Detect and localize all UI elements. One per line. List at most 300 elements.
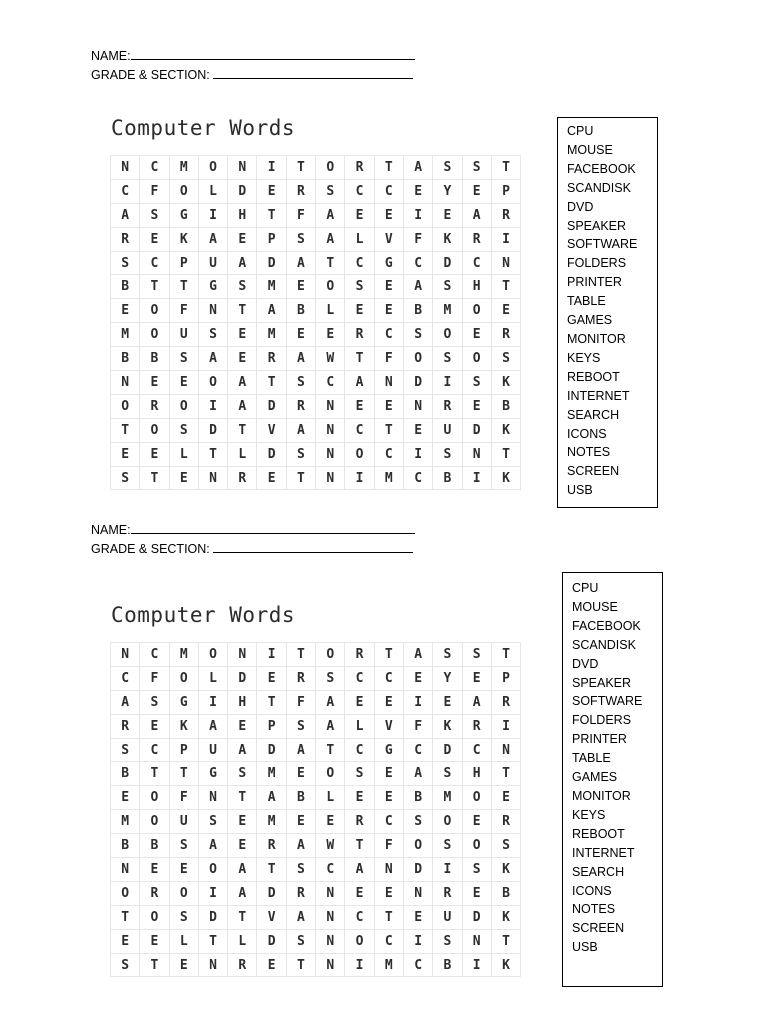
- grid-cell[interactable]: O: [462, 299, 491, 323]
- grid-cell[interactable]: T: [228, 786, 257, 810]
- grid-cell[interactable]: O: [403, 834, 432, 858]
- grid-cell[interactable]: H: [228, 203, 257, 227]
- grid-cell[interactable]: S: [140, 690, 169, 714]
- grid-cell[interactable]: D: [257, 394, 286, 418]
- grid-cell[interactable]: O: [198, 371, 227, 395]
- grid-cell[interactable]: A: [316, 690, 345, 714]
- grid-cell[interactable]: U: [433, 905, 462, 929]
- grid-cell[interactable]: R: [286, 179, 315, 203]
- grid-cell[interactable]: S: [169, 905, 198, 929]
- grid-cell[interactable]: E: [140, 929, 169, 953]
- grid-cell[interactable]: O: [433, 810, 462, 834]
- grid-cell[interactable]: S: [228, 275, 257, 299]
- grid-cell[interactable]: A: [228, 371, 257, 395]
- grid-cell[interactable]: E: [462, 810, 491, 834]
- grid-cell[interactable]: U: [169, 810, 198, 834]
- grid-cell[interactable]: S: [286, 227, 315, 251]
- grid-cell[interactable]: P: [257, 714, 286, 738]
- grid-cell[interactable]: I: [462, 466, 491, 490]
- grid-cell[interactable]: I: [198, 203, 227, 227]
- grid-cell[interactable]: E: [374, 299, 403, 323]
- grid-cell[interactable]: N: [316, 881, 345, 905]
- grid-cell[interactable]: N: [374, 858, 403, 882]
- grid-cell[interactable]: S: [403, 323, 432, 347]
- grid-cell[interactable]: M: [257, 323, 286, 347]
- grid-cell[interactable]: T: [228, 418, 257, 442]
- grid-cell[interactable]: E: [403, 666, 432, 690]
- grid-cell[interactable]: M: [374, 953, 403, 977]
- grid-cell[interactable]: A: [316, 227, 345, 251]
- grid-cell[interactable]: E: [462, 323, 491, 347]
- grid-cell[interactable]: O: [169, 394, 198, 418]
- grid-cell[interactable]: A: [228, 881, 257, 905]
- grid-cell[interactable]: L: [169, 929, 198, 953]
- grid-cell[interactable]: S: [433, 643, 462, 667]
- grid-cell[interactable]: L: [345, 227, 374, 251]
- grid-cell[interactable]: D: [462, 418, 491, 442]
- grid-cell[interactable]: S: [462, 643, 491, 667]
- grid-cell[interactable]: O: [140, 323, 169, 347]
- grid-cell[interactable]: A: [111, 203, 140, 227]
- grid-cell[interactable]: E: [286, 275, 315, 299]
- grid-cell[interactable]: E: [140, 227, 169, 251]
- grid-cell[interactable]: R: [140, 881, 169, 905]
- grid-cell[interactable]: L: [198, 666, 227, 690]
- grid-cell[interactable]: O: [140, 810, 169, 834]
- grid-cell[interactable]: A: [462, 690, 491, 714]
- name-blank[interactable]: [131, 522, 415, 534]
- grid-cell[interactable]: C: [140, 738, 169, 762]
- grid-cell[interactable]: E: [140, 442, 169, 466]
- grid-cell[interactable]: C: [316, 371, 345, 395]
- grid-cell[interactable]: M: [169, 643, 198, 667]
- grid-cell[interactable]: S: [286, 371, 315, 395]
- grid-cell[interactable]: R: [491, 203, 520, 227]
- grid-cell[interactable]: B: [140, 834, 169, 858]
- grid-cell[interactable]: E: [345, 299, 374, 323]
- grid-cell[interactable]: F: [286, 690, 315, 714]
- grid-cell[interactable]: O: [403, 347, 432, 371]
- grid-cell[interactable]: O: [169, 179, 198, 203]
- grid-cell[interactable]: R: [140, 394, 169, 418]
- grid-cell[interactable]: L: [228, 442, 257, 466]
- grid-cell[interactable]: C: [374, 323, 403, 347]
- grid-cell[interactable]: T: [111, 418, 140, 442]
- grid-cell[interactable]: S: [316, 179, 345, 203]
- grid-cell[interactable]: E: [403, 905, 432, 929]
- grid-cell[interactable]: O: [345, 929, 374, 953]
- grid-cell[interactable]: D: [257, 929, 286, 953]
- grid-cell[interactable]: D: [433, 251, 462, 275]
- grid-cell[interactable]: D: [257, 881, 286, 905]
- grid-cell[interactable]: N: [316, 929, 345, 953]
- grid-cell[interactable]: C: [374, 179, 403, 203]
- grid-cell[interactable]: O: [462, 834, 491, 858]
- grid-cell[interactable]: E: [257, 466, 286, 490]
- grid-cell[interactable]: A: [345, 858, 374, 882]
- grid-cell[interactable]: S: [286, 929, 315, 953]
- grid-cell[interactable]: S: [403, 810, 432, 834]
- grid-cell[interactable]: T: [491, 156, 520, 180]
- grid-cell[interactable]: O: [316, 156, 345, 180]
- grid-cell[interactable]: C: [345, 738, 374, 762]
- grid-cell[interactable]: B: [286, 786, 315, 810]
- grid-cell[interactable]: L: [198, 179, 227, 203]
- grid-cell[interactable]: R: [491, 690, 520, 714]
- grid-cell[interactable]: E: [345, 690, 374, 714]
- grid-cell[interactable]: E: [374, 203, 403, 227]
- grid-cell[interactable]: T: [198, 442, 227, 466]
- grid-cell[interactable]: O: [316, 275, 345, 299]
- grid-cell[interactable]: T: [228, 905, 257, 929]
- grid-cell[interactable]: R: [345, 323, 374, 347]
- grid-cell[interactable]: T: [345, 347, 374, 371]
- grid-cell[interactable]: E: [462, 881, 491, 905]
- grid-cell[interactable]: T: [345, 834, 374, 858]
- grid-cell[interactable]: O: [316, 762, 345, 786]
- grid-cell[interactable]: P: [169, 251, 198, 275]
- grid-cell[interactable]: M: [257, 810, 286, 834]
- grid-cell[interactable]: A: [286, 418, 315, 442]
- grid-cell[interactable]: E: [169, 953, 198, 977]
- grid-cell[interactable]: O: [169, 881, 198, 905]
- grid-cell[interactable]: R: [345, 810, 374, 834]
- grid-cell[interactable]: A: [403, 275, 432, 299]
- grid-cell[interactable]: A: [228, 394, 257, 418]
- grid-cell[interactable]: F: [140, 179, 169, 203]
- grid-cell[interactable]: C: [316, 858, 345, 882]
- grid-cell[interactable]: R: [462, 714, 491, 738]
- grid-cell[interactable]: N: [491, 251, 520, 275]
- grid-cell[interactable]: T: [228, 299, 257, 323]
- grid-cell[interactable]: E: [374, 275, 403, 299]
- grid-cell[interactable]: I: [491, 714, 520, 738]
- grid-cell[interactable]: K: [433, 227, 462, 251]
- grid-cell[interactable]: O: [140, 786, 169, 810]
- grid-cell[interactable]: S: [345, 275, 374, 299]
- grid-cell[interactable]: A: [286, 347, 315, 371]
- grid-cell[interactable]: C: [403, 738, 432, 762]
- grid-cell[interactable]: S: [316, 666, 345, 690]
- grid-cell[interactable]: S: [198, 323, 227, 347]
- grid-cell[interactable]: T: [491, 442, 520, 466]
- grid-cell[interactable]: R: [491, 810, 520, 834]
- grid-cell[interactable]: T: [169, 762, 198, 786]
- grid-cell[interactable]: E: [433, 203, 462, 227]
- grid-cell[interactable]: T: [257, 371, 286, 395]
- grid-cell[interactable]: F: [286, 203, 315, 227]
- grid-cell[interactable]: K: [491, 466, 520, 490]
- grid-cell[interactable]: O: [198, 858, 227, 882]
- grid-cell[interactable]: C: [462, 738, 491, 762]
- grid-cell[interactable]: O: [462, 786, 491, 810]
- grid-cell[interactable]: G: [374, 251, 403, 275]
- grid-cell[interactable]: T: [491, 643, 520, 667]
- grid-cell[interactable]: R: [286, 881, 315, 905]
- grid-cell[interactable]: K: [169, 714, 198, 738]
- grid-cell[interactable]: C: [403, 466, 432, 490]
- grid-cell[interactable]: A: [403, 762, 432, 786]
- grid-cell[interactable]: M: [257, 762, 286, 786]
- grid-cell[interactable]: A: [286, 834, 315, 858]
- grid-cell[interactable]: T: [286, 156, 315, 180]
- grid-cell[interactable]: B: [111, 762, 140, 786]
- grid-cell[interactable]: E: [228, 810, 257, 834]
- grid-cell[interactable]: V: [374, 714, 403, 738]
- grid-cell[interactable]: N: [198, 466, 227, 490]
- grid-cell[interactable]: A: [228, 251, 257, 275]
- grid-cell[interactable]: E: [491, 299, 520, 323]
- grid-cell[interactable]: Y: [433, 179, 462, 203]
- grid-cell[interactable]: A: [257, 299, 286, 323]
- grid-cell[interactable]: E: [345, 394, 374, 418]
- grid-cell[interactable]: E: [374, 762, 403, 786]
- grid-cell[interactable]: E: [257, 953, 286, 977]
- grid-cell[interactable]: N: [462, 442, 491, 466]
- grid-cell[interactable]: B: [491, 394, 520, 418]
- grid-cell[interactable]: S: [433, 275, 462, 299]
- grid-cell[interactable]: K: [169, 227, 198, 251]
- grid-cell[interactable]: E: [140, 714, 169, 738]
- grid-cell[interactable]: Y: [433, 666, 462, 690]
- grid-cell[interactable]: E: [111, 299, 140, 323]
- grid-cell[interactable]: F: [403, 714, 432, 738]
- grid-cell[interactable]: E: [286, 810, 315, 834]
- grid-cell[interactable]: I: [403, 442, 432, 466]
- grid-cell[interactable]: R: [111, 227, 140, 251]
- grid-cell[interactable]: A: [198, 714, 227, 738]
- grid-cell[interactable]: O: [140, 418, 169, 442]
- grid-cell[interactable]: B: [403, 786, 432, 810]
- grid-cell[interactable]: E: [374, 786, 403, 810]
- grid-cell[interactable]: L: [169, 442, 198, 466]
- grid-cell[interactable]: U: [433, 418, 462, 442]
- grid-cell[interactable]: M: [374, 466, 403, 490]
- grid-cell[interactable]: U: [198, 251, 227, 275]
- grid-cell[interactable]: M: [433, 786, 462, 810]
- grid-cell[interactable]: E: [111, 442, 140, 466]
- grid-cell[interactable]: E: [169, 466, 198, 490]
- grid-cell[interactable]: E: [169, 371, 198, 395]
- grid-cell[interactable]: R: [345, 156, 374, 180]
- grid-cell[interactable]: T: [491, 929, 520, 953]
- grid-cell[interactable]: S: [111, 466, 140, 490]
- grid-cell[interactable]: R: [462, 227, 491, 251]
- grid-cell[interactable]: T: [111, 905, 140, 929]
- grid-cell[interactable]: L: [345, 714, 374, 738]
- grid-cell[interactable]: A: [198, 227, 227, 251]
- grid-cell[interactable]: A: [286, 251, 315, 275]
- grid-cell[interactable]: C: [111, 666, 140, 690]
- grid-cell[interactable]: T: [140, 275, 169, 299]
- grid-cell[interactable]: B: [140, 347, 169, 371]
- grid-cell[interactable]: E: [433, 690, 462, 714]
- grid-cell[interactable]: A: [403, 643, 432, 667]
- grid-cell[interactable]: T: [198, 929, 227, 953]
- grid-cell[interactable]: R: [257, 347, 286, 371]
- grid-cell[interactable]: O: [169, 666, 198, 690]
- grid-cell[interactable]: O: [198, 643, 227, 667]
- grid-cell[interactable]: F: [403, 227, 432, 251]
- grid-cell[interactable]: N: [316, 442, 345, 466]
- grid-cell[interactable]: N: [111, 156, 140, 180]
- grid-cell[interactable]: T: [257, 203, 286, 227]
- grid-cell[interactable]: E: [316, 810, 345, 834]
- grid-cell[interactable]: M: [111, 810, 140, 834]
- grid-cell[interactable]: N: [491, 738, 520, 762]
- grid-cell[interactable]: O: [140, 299, 169, 323]
- grid-cell[interactable]: P: [491, 179, 520, 203]
- grid-cell[interactable]: S: [433, 762, 462, 786]
- grid-cell[interactable]: D: [257, 251, 286, 275]
- grid-cell[interactable]: O: [316, 643, 345, 667]
- grid-cell[interactable]: T: [140, 953, 169, 977]
- grid-cell[interactable]: I: [403, 690, 432, 714]
- grid-cell[interactable]: E: [228, 714, 257, 738]
- grid-cell[interactable]: E: [345, 786, 374, 810]
- grid-cell[interactable]: O: [345, 442, 374, 466]
- grid-cell[interactable]: E: [462, 179, 491, 203]
- grid-cell[interactable]: C: [140, 156, 169, 180]
- grid-cell[interactable]: S: [462, 858, 491, 882]
- grade-section-blank[interactable]: [213, 541, 413, 553]
- grid-cell[interactable]: F: [374, 347, 403, 371]
- grid-cell[interactable]: D: [228, 666, 257, 690]
- grid-cell[interactable]: S: [433, 156, 462, 180]
- grid-cell[interactable]: S: [433, 347, 462, 371]
- grid-cell[interactable]: S: [169, 834, 198, 858]
- grid-cell[interactable]: R: [345, 643, 374, 667]
- grid-cell[interactable]: K: [491, 418, 520, 442]
- grid-cell[interactable]: E: [286, 323, 315, 347]
- grid-cell[interactable]: B: [433, 953, 462, 977]
- grid-cell[interactable]: E: [228, 347, 257, 371]
- grid-cell[interactable]: S: [111, 251, 140, 275]
- grid-cell[interactable]: L: [316, 299, 345, 323]
- grid-cell[interactable]: D: [462, 905, 491, 929]
- grid-cell[interactable]: T: [374, 418, 403, 442]
- grid-cell[interactable]: I: [403, 203, 432, 227]
- grid-cell[interactable]: E: [228, 227, 257, 251]
- grid-cell[interactable]: N: [316, 466, 345, 490]
- grid-cell[interactable]: N: [403, 881, 432, 905]
- grid-cell[interactable]: D: [403, 371, 432, 395]
- grid-cell[interactable]: E: [374, 881, 403, 905]
- grid-cell[interactable]: A: [316, 203, 345, 227]
- grid-cell[interactable]: S: [228, 762, 257, 786]
- grid-cell[interactable]: M: [257, 275, 286, 299]
- grid-cell[interactable]: S: [111, 953, 140, 977]
- grid-cell[interactable]: E: [316, 323, 345, 347]
- grid-cell[interactable]: S: [433, 834, 462, 858]
- grid-cell[interactable]: I: [433, 858, 462, 882]
- grid-cell[interactable]: C: [374, 666, 403, 690]
- grid-cell[interactable]: W: [316, 347, 345, 371]
- grid-cell[interactable]: I: [345, 953, 374, 977]
- grid-cell[interactable]: C: [374, 929, 403, 953]
- grid-cell[interactable]: E: [257, 666, 286, 690]
- grid-cell[interactable]: T: [169, 275, 198, 299]
- grid-cell[interactable]: T: [286, 953, 315, 977]
- grid-cell[interactable]: R: [111, 714, 140, 738]
- grid-cell[interactable]: G: [374, 738, 403, 762]
- grid-cell[interactable]: T: [491, 762, 520, 786]
- grid-cell[interactable]: E: [374, 690, 403, 714]
- grid-cell[interactable]: I: [462, 953, 491, 977]
- grid-cell[interactable]: D: [228, 179, 257, 203]
- grid-cell[interactable]: C: [111, 179, 140, 203]
- grid-cell[interactable]: N: [198, 786, 227, 810]
- grid-cell[interactable]: F: [140, 666, 169, 690]
- grid-cell[interactable]: E: [169, 858, 198, 882]
- grid-cell[interactable]: T: [286, 466, 315, 490]
- grid-cell[interactable]: E: [286, 762, 315, 786]
- grid-cell[interactable]: T: [316, 738, 345, 762]
- grid-cell[interactable]: G: [198, 762, 227, 786]
- grid-cell[interactable]: B: [403, 299, 432, 323]
- grid-cell[interactable]: F: [169, 786, 198, 810]
- grid-cell[interactable]: E: [374, 394, 403, 418]
- grid-cell[interactable]: N: [228, 156, 257, 180]
- grid-cell[interactable]: M: [169, 156, 198, 180]
- grid-cell[interactable]: B: [491, 881, 520, 905]
- grid-cell[interactable]: E: [403, 418, 432, 442]
- grid-cell[interactable]: D: [257, 442, 286, 466]
- grid-cell[interactable]: S: [169, 418, 198, 442]
- grid-cell[interactable]: A: [228, 858, 257, 882]
- grid-cell[interactable]: C: [403, 953, 432, 977]
- grid-cell[interactable]: O: [433, 323, 462, 347]
- grid-cell[interactable]: T: [374, 156, 403, 180]
- grid-cell[interactable]: R: [433, 881, 462, 905]
- grid-cell[interactable]: H: [462, 275, 491, 299]
- grid-cell[interactable]: S: [198, 810, 227, 834]
- grid-cell[interactable]: R: [286, 394, 315, 418]
- grid-cell[interactable]: U: [198, 738, 227, 762]
- grid-cell[interactable]: M: [433, 299, 462, 323]
- grid-cell[interactable]: S: [111, 738, 140, 762]
- grid-cell[interactable]: R: [286, 666, 315, 690]
- grid-cell[interactable]: N: [316, 418, 345, 442]
- grid-cell[interactable]: S: [462, 371, 491, 395]
- grid-cell[interactable]: N: [111, 643, 140, 667]
- grid-cell[interactable]: D: [257, 738, 286, 762]
- grid-cell[interactable]: E: [462, 666, 491, 690]
- grid-cell[interactable]: S: [345, 762, 374, 786]
- grid-cell[interactable]: T: [374, 643, 403, 667]
- grid-cell[interactable]: C: [374, 810, 403, 834]
- grid-cell[interactable]: E: [403, 179, 432, 203]
- grid-cell[interactable]: A: [257, 786, 286, 810]
- grid-cell[interactable]: T: [140, 762, 169, 786]
- grid-cell[interactable]: E: [140, 371, 169, 395]
- grid-cell[interactable]: S: [286, 442, 315, 466]
- grid-cell[interactable]: L: [228, 929, 257, 953]
- grid-cell[interactable]: S: [286, 858, 315, 882]
- grid-cell[interactable]: V: [374, 227, 403, 251]
- grid-cell[interactable]: R: [257, 834, 286, 858]
- grid-cell[interactable]: P: [169, 738, 198, 762]
- grid-cell[interactable]: A: [286, 738, 315, 762]
- grid-cell[interactable]: E: [111, 786, 140, 810]
- grid-cell[interactable]: S: [491, 347, 520, 371]
- grid-cell[interactable]: B: [111, 347, 140, 371]
- grid-cell[interactable]: C: [345, 179, 374, 203]
- grid-cell[interactable]: I: [198, 690, 227, 714]
- grid-cell[interactable]: T: [374, 905, 403, 929]
- grid-cell[interactable]: K: [491, 371, 520, 395]
- grid-cell[interactable]: G: [198, 275, 227, 299]
